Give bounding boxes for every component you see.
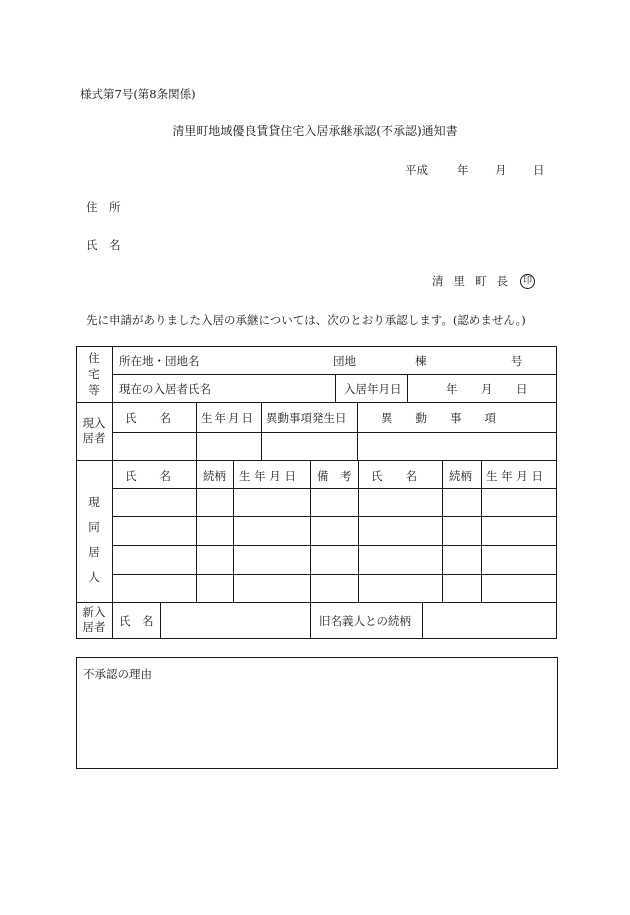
form-number: 様式第7号(第8条関係) [80,87,196,101]
new-resident-section-label: 新入居者 [82,605,106,634]
move-in-day: 日 [516,382,528,396]
name-label: 氏 名 [86,238,121,252]
date-line [405,162,545,178]
cohabitant-name-header-2: 氏 名 [371,469,417,483]
date-era: 平成 [405,163,428,177]
cohabitant-birth-header-2: 生 年 月 日 [486,469,543,483]
number-label: 号 [511,354,523,368]
move-in-year: 年 [446,382,458,396]
current-resident-section-label: 現入居者 [82,416,106,445]
cohabitant-relation-header-1: 続柄 [203,469,226,483]
cohabitant-relation-header-2: 続柄 [449,469,472,483]
intro-text: 先に申請がありました入居の承継については、次のとおり承認します。(認めません。) [86,313,526,327]
sender-block [432,273,535,289]
reason-label: 不承認の理由 [83,667,152,681]
new-resident-name-label: 氏 名 [119,614,154,628]
cohabitants-section-label: 現同居人 [88,495,100,584]
cohabitant-remarks-header: 備 考 [317,469,352,483]
location-label: 所在地・団地名 [119,354,200,368]
date-year: 年 [457,163,469,177]
danchi-label: 団地 [333,354,356,368]
date-day: 日 [533,163,545,177]
change-date-header: 異動事項発生日 [266,411,347,425]
current-resident-name-label: 現在の入居者氏名 [119,382,211,396]
move-in-month: 月 [481,382,493,396]
cohabitant-birth-header-1: 生 年 月 日 [239,469,296,483]
reason-box [76,657,558,769]
building-label: 棟 [415,354,427,368]
relation-to-former-label: 旧名義人との続柄 [319,614,411,628]
change-item-header: 異 動 事 項 [381,411,496,425]
resident-name-header: 氏 名 [125,411,171,425]
document-title: 清里町地域優良賃貸住宅入居承継承認(不承認)通知書 [172,124,458,138]
cohabitant-name-header-1: 氏 名 [125,469,171,483]
seal-mark: 印 [520,274,535,289]
resident-birth-header: 生年月日 [201,411,255,425]
move-in-date-label: 入居年月日 [344,382,402,396]
address-label: 住 所 [86,200,121,214]
form-table [76,346,557,639]
housing-section-label: 住宅等 [88,351,100,397]
mayor-title: 清里町長 [432,274,518,288]
date-month: 月 [495,163,507,177]
